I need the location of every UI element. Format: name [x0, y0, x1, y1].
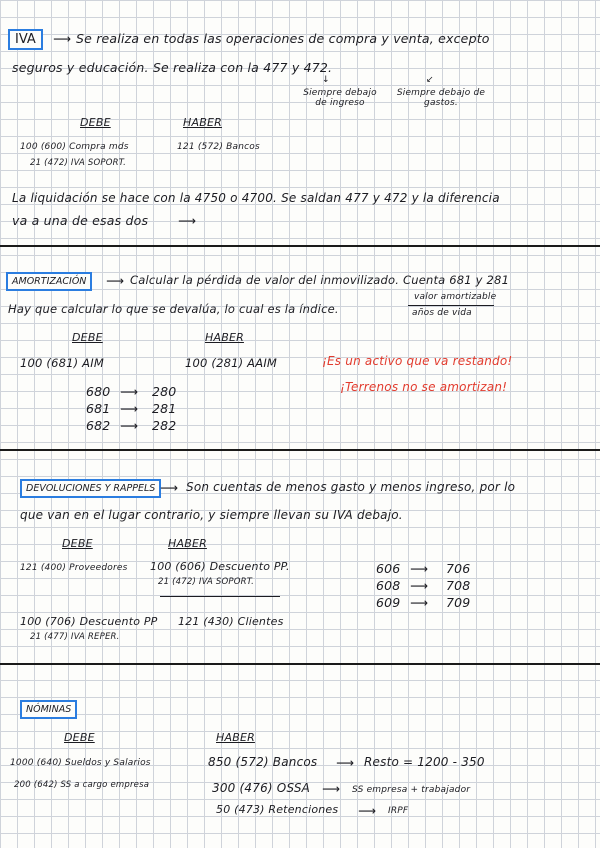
amort-haber-header: HABER — [205, 331, 244, 344]
devol-debe-header: DEBE — [62, 537, 93, 550]
fraction-bar — [408, 305, 494, 306]
iva-liquidation-line2: va a una de esas dos — [12, 213, 149, 228]
amort-text-line1: Calcular la pérdida de valor del inmovilizado. Cuenta 681 y 281 — [130, 273, 510, 287]
amort-debe-entry-1: 100 (681) AIM — [20, 356, 104, 370]
devol-map-from: 609 — [376, 595, 401, 610]
iva-debe-entry-2: 21 (472) IVA SOPORT. — [30, 158, 127, 168]
down-arrow-icon: ↓ — [322, 75, 330, 85]
amort-title-box — [6, 272, 92, 291]
nominas-title: NÓMINAS — [26, 704, 72, 715]
amort-text-line2: Hay que calcular lo que se devalúa, lo cual es la índice. — [8, 302, 339, 316]
amort-map-to: 280 — [152, 384, 177, 399]
iva-liquidation-line1: La liquidación se hace con la 4750 o 4700. Se saldan 477 y 472 y la diferencia — [12, 191, 500, 205]
devol-text-line1: Son cuentas de menos gasto y menos ingreso, por lo — [186, 480, 516, 494]
nominas-debe-entry-2: 200 (642) SS a cargo empresa — [14, 780, 150, 790]
devol-map-from: 608 — [376, 578, 401, 593]
arrow-icon: ⟶ — [120, 401, 138, 416]
amort-map-to: 282 — [152, 418, 177, 433]
section-divider — [0, 245, 600, 247]
devol-title: DEVOLUCIONES Y RAPPELS — [26, 483, 156, 494]
devol-haber-entry-2: 21 (472) IVA SOPORT. — [158, 577, 255, 587]
amort-map-from: 682 — [86, 418, 111, 433]
amort-note-2: ¡Terrenos no se amortizan! — [340, 380, 508, 394]
devol-debe-entry-1: 121 (400) Proveedores — [20, 563, 128, 573]
iva-debe-header: DEBE — [80, 116, 111, 129]
arrow-icon: ⟶ — [410, 595, 428, 610]
amort-fraction-numerator: valor amortizable — [414, 292, 497, 302]
arrow-icon: ⟶ — [358, 803, 376, 818]
nominas-haber-note-3: IRPF — [388, 806, 409, 816]
arrow-icon: ⟶ — [410, 561, 428, 576]
arrow-icon: ⟶ — [410, 578, 428, 593]
amort-note-1: ¡Es un activo que va restando! — [322, 354, 513, 368]
devol-map-to: 709 — [446, 595, 471, 610]
devol-map-to: 708 — [446, 578, 471, 593]
devol-map-from: 606 — [376, 561, 401, 576]
nominas-debe-header: DEBE — [64, 731, 95, 744]
arrow-icon: ⟶ — [106, 273, 124, 288]
nominas-haber-header: HABER — [216, 731, 255, 744]
arrow-icon: ⟶ — [120, 418, 138, 433]
arrow-icon: ⟶ — [336, 755, 354, 770]
arrow-icon: ⟶ — [120, 384, 138, 399]
nominas-debe-entry-1: 1000 (640) Sueldos y Salarios — [10, 758, 151, 768]
amort-debe-header: DEBE — [72, 331, 103, 344]
iva-note-left: Siempre debajo de ingreso — [303, 88, 377, 108]
amort-title: AMORTIZACIÓN — [12, 276, 87, 287]
iva-title: IVA — [15, 32, 36, 47]
nominas-haber-note-2: SS empresa + trabajador — [352, 785, 471, 795]
iva-title-box — [8, 29, 43, 50]
iva-note-right: Siempre debajo de gastos. — [396, 88, 486, 108]
arrow-icon: ⟶ — [322, 781, 340, 796]
devol-debe-entry-2: 100 (706) Descuento PP — [20, 615, 158, 628]
devol-haber-header: HABER — [168, 537, 207, 550]
long-arrow-icon: ⟶ — [178, 213, 196, 228]
amort-haber-entry-1: 100 (281) AAIM — [185, 356, 278, 370]
devol-haber-entry-3: 121 (430) Clientes — [178, 615, 284, 628]
iva-haber-header: HABER — [183, 116, 222, 129]
iva-debe-entry-1: 100 (600) Compra mds — [20, 142, 129, 152]
nominas-haber-entry-2: 300 (476) OSSA — [212, 781, 311, 795]
iva-text-line1: Se realiza en todas las operaciones de compra y venta, excepto — [76, 31, 490, 46]
amort-map-from: 680 — [86, 384, 111, 399]
iva-haber-entry-1: 121 (572) Bancos — [177, 142, 260, 152]
nominas-haber-note-1: Resto = 1200 - 350 — [364, 755, 485, 769]
devol-map-to: 706 — [446, 561, 471, 576]
amort-map-from: 681 — [86, 401, 111, 416]
devol-title-box — [20, 479, 161, 498]
nominas-title-box — [20, 700, 77, 719]
down-arrow-icon: ↙ — [426, 75, 434, 85]
amort-map-to: 281 — [152, 401, 177, 416]
arrow-icon: ⟶ — [53, 31, 71, 46]
separator-line — [160, 596, 280, 597]
iva-text-line2: seguros y educación. Se realiza con la 477 y 472. — [12, 60, 333, 75]
nominas-haber-entry-1: 850 (572) Bancos — [208, 755, 318, 769]
devol-haber-entry-1: 100 (606) Descuento PP. — [150, 560, 290, 573]
devol-text-line2: que van en el lugar contrario, y siempre llevan su IVA debajo. — [20, 508, 403, 522]
amort-fraction-denominator: años de vida — [412, 308, 472, 318]
section-divider — [0, 449, 600, 451]
devol-debe-entry-3: 21 (477) IVA REPER. — [30, 632, 120, 642]
nominas-haber-entry-3: 50 (473) Retenciones — [216, 803, 339, 816]
section-divider — [0, 663, 600, 665]
arrow-icon: ⟶ — [160, 480, 178, 495]
